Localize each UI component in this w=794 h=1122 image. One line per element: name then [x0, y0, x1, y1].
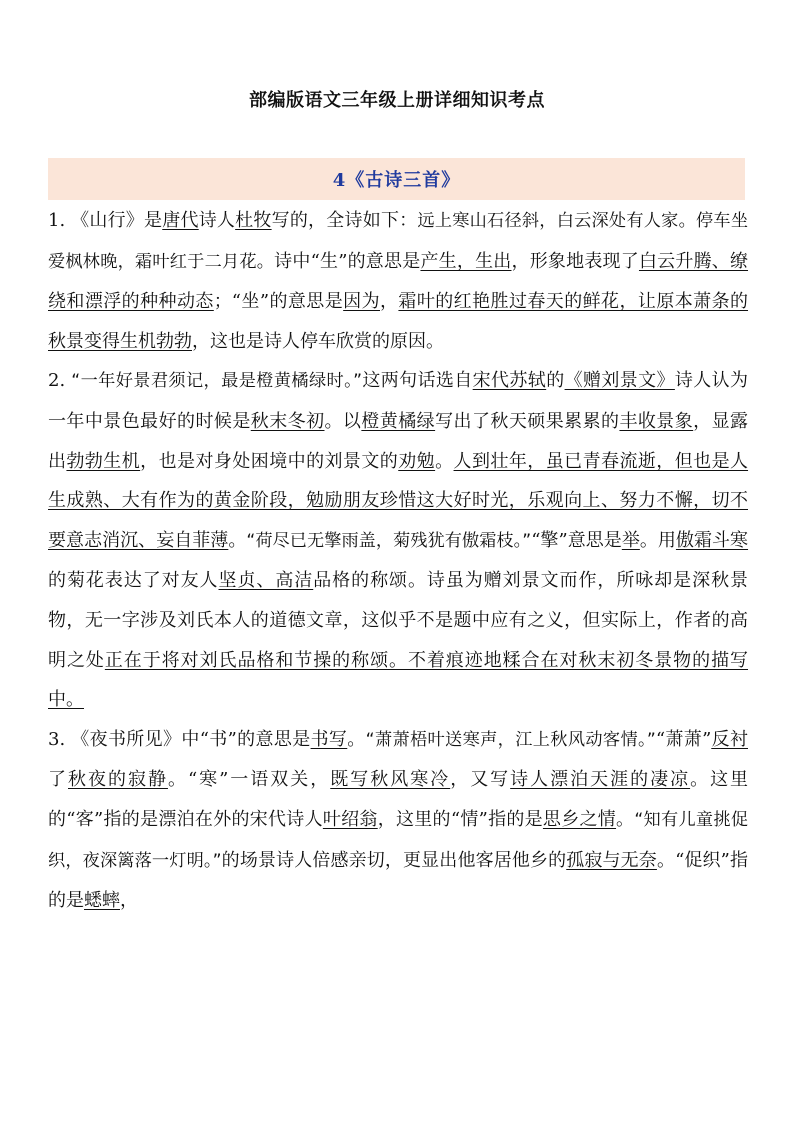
- text-segment: 。“寒”一语双关，: [167, 769, 331, 791]
- answer-underlined: 唐代: [162, 210, 199, 231]
- text-segment: 1.: [48, 210, 72, 231]
- text-segment: ，显露出: [48, 410, 749, 472]
- answer-underlined: 因为: [343, 291, 380, 313]
- answer-underlined: 《赠刘景文》: [564, 370, 675, 392]
- text-segment: ，形象地表现了: [511, 250, 639, 272]
- poem-quote: “萧萧梧叶送寒声，江上秋风动客情。”: [365, 729, 656, 750]
- text-segment: 的场景诗人倍感亲切，更显出他客居他乡的: [221, 849, 567, 871]
- document-title: 部编版语文三年级上册详细知识考点: [249, 90, 545, 111]
- poem-quote: “一年好景君须记，最是橙黄橘绿时。”: [71, 371, 362, 392]
- text-segment: 了: [48, 769, 68, 791]
- text-segment: 。: [347, 728, 366, 750]
- text-segment: 的: [546, 370, 565, 392]
- text-segment: ，又写: [450, 769, 511, 791]
- text-segment: ，: [120, 890, 138, 912]
- text-segment: 诗中“生”的意思是: [274, 250, 421, 272]
- answer-underlined: 人到壮年，虽已青春流逝，但也是人生成熟、大有作为的黄金阶段，勉励朋友珍惜这大好时光，乐观向上、努力不懈，切不要意志消沉、妄自菲薄: [48, 450, 749, 551]
- text-segment: 的菊花表达了对友人: [48, 570, 219, 592]
- paragraph-2: [48, 361, 748, 719]
- answer-underlined: 叶绍翁: [322, 808, 378, 830]
- text-segment: 《山行》是: [71, 210, 163, 231]
- answer-underlined: 秋末冬初: [250, 410, 325, 432]
- text-segment: 这两句话选自: [361, 370, 473, 392]
- text-segment: 3.: [48, 728, 72, 750]
- text-segment: 2.: [48, 370, 72, 392]
- answer-underlined: 既写秋风寒冷: [330, 769, 451, 791]
- answer-underlined: 霜叶的红艳胜过春天的鲜花，让原本萧条的秋景变得生机勃勃: [48, 291, 749, 352]
- answer-underlined: 秋夜的寂静: [68, 769, 168, 791]
- answer-underlined: 思乡之情: [542, 808, 617, 830]
- text-segment: 。: [616, 808, 635, 830]
- poem-quote: 远上寒山石径斜，白云深处有人家。停车坐爱枫林晚，霜叶红于二月花。: [48, 211, 749, 272]
- answer-underlined: 宋代: [472, 370, 510, 392]
- text-segment: 诗人认为一年中景色最好的时候是: [48, 370, 749, 432]
- text-segment: 。以: [324, 410, 362, 432]
- text-segment: 诗人: [198, 210, 236, 231]
- answer-underlined: 白云升腾、缭绕和漂浮的种种动态: [48, 250, 749, 313]
- text-segment: 《夜书所见》中“书”的意思是: [71, 728, 311, 750]
- answer-underlined: 蟋蟀: [84, 890, 120, 912]
- answer-underlined: 傲霜斗寒: [675, 529, 749, 551]
- answer-underlined: 书写: [310, 728, 348, 750]
- text-segment: ，也是对身处困境中的刘景文的: [140, 450, 399, 472]
- text-segment: ，这里的“情”指的是: [377, 808, 543, 830]
- answer-underlined: 杜牧: [235, 210, 272, 231]
- section-heading: 4《古诗三首》: [332, 170, 461, 191]
- text-segment: ，: [380, 291, 399, 313]
- answer-underlined: 正在于将对刘氏品格和节操的称颂。不着痕迹地糅合在对秋末初冬景物的描写中。: [48, 649, 749, 711]
- answer-underlined: 反衬: [711, 728, 748, 750]
- poem-quote: “荷尽已无擎雨盖，菊残犹有傲霜枝。”: [246, 530, 532, 551]
- answer-underlined: 丰收景象: [619, 410, 694, 432]
- answer-underlined: 苏轼: [509, 370, 547, 392]
- answer-underlined: 劝勉: [398, 450, 436, 472]
- text-segment: 写出了秋天硕果累累的: [435, 410, 620, 432]
- text-segment: 。: [228, 529, 247, 551]
- answer-underlined: 橙黄橘绿: [361, 410, 436, 432]
- section-heading-bar: [48, 158, 745, 200]
- text-segment: 品格的称颂。诗虽为赠刘景文而作，所咏却是深秋景物，无一字涉及刘氏本人的道德文章，这似乎不是题中应有之义，但实际上，作者的高明之处: [48, 570, 749, 671]
- answer-underlined: 举: [621, 529, 640, 551]
- text-segment: “萧萧”: [655, 728, 712, 750]
- text-segment: ；“坐”的意思是: [213, 291, 344, 313]
- text-segment: 。: [435, 450, 454, 472]
- text-segment: 写的，全诗如下：: [271, 210, 418, 231]
- text-segment: “擎”意思是: [531, 529, 622, 551]
- paragraph-3: [48, 720, 748, 921]
- text-segment: 。这里的“客”指的是漂泊在外的宋代诗人: [48, 769, 749, 830]
- answer-underlined: 孤寂与无奈: [566, 849, 657, 871]
- text-segment: 。“促织”指的是: [48, 849, 749, 912]
- paragraph-1: [48, 201, 748, 361]
- poem-quote: “知有儿童挑促织，夜深篱落一灯明。”: [48, 809, 749, 871]
- answer-underlined: 产生，生出: [420, 250, 512, 272]
- text-segment: 。用: [639, 529, 676, 551]
- answer-underlined: 坚贞、高洁: [218, 570, 314, 592]
- text-segment: ，这也是诗人停车欣赏的原因。: [192, 330, 444, 352]
- answer-underlined: 勃勃生机: [66, 450, 141, 472]
- answer-underlined: 诗人漂泊天涯的凄凉: [510, 769, 691, 791]
- body-text: [48, 201, 748, 921]
